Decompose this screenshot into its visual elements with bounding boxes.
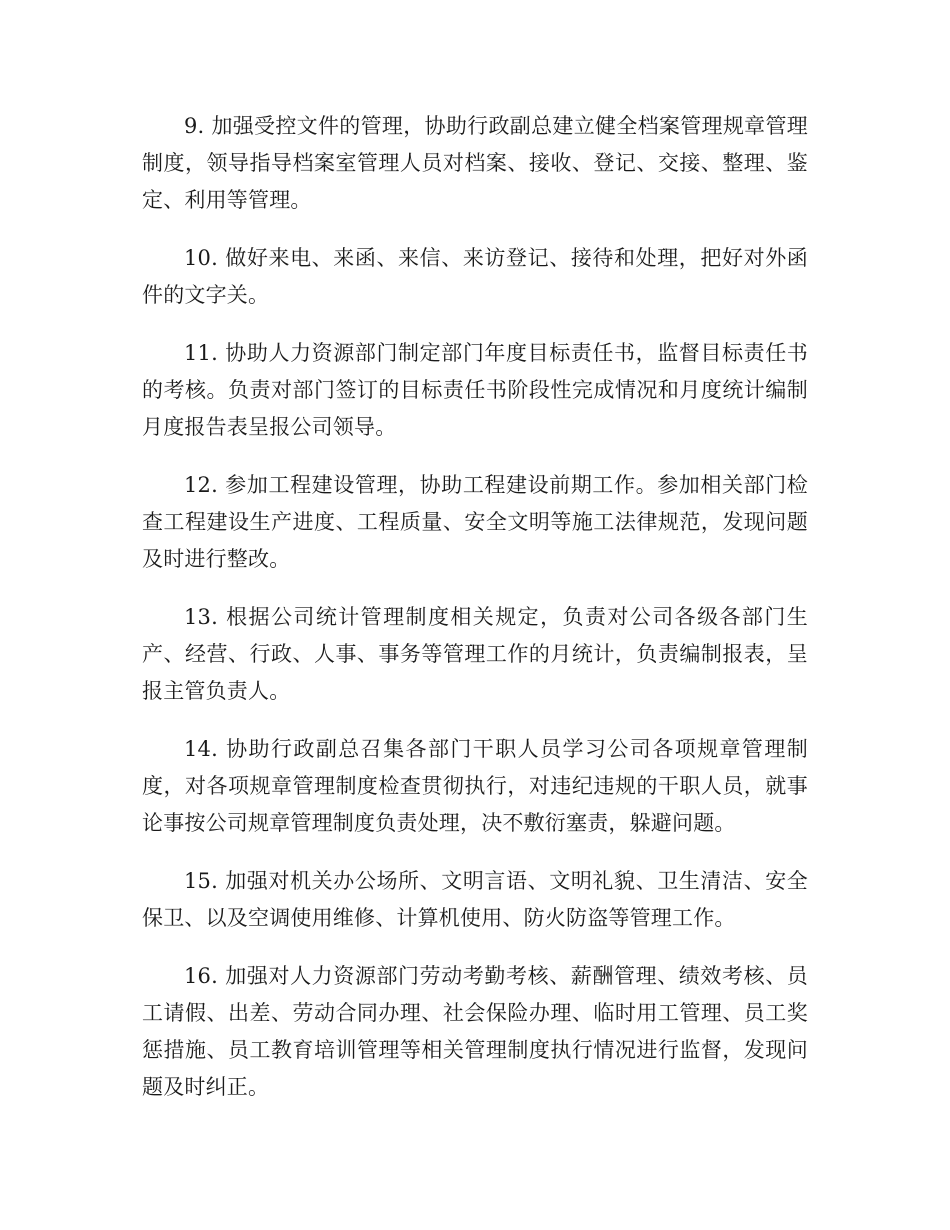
paragraph-item-14 <box>142 731 808 842</box>
paragraph-text: 协助人力资源部门制定部门年度目标责任书，监督目标责任书的考核。负责对部门签订的目标责任书阶段性完成情况和月度统计编制月度报告表呈报公司领导。 <box>142 341 808 439</box>
paragraph-text: 参加工程建设管理，协助工程建设前期工作。参加相关部门检查工程建设生产进度、工程质量、安全文明等施工法律规范，发现问题及时进行整改。 <box>142 473 808 571</box>
paragraph-item-9 <box>142 108 808 219</box>
paragraph-number: 13. <box>184 605 218 629</box>
paragraph-number: 14. <box>184 737 218 761</box>
paragraph-number: 16. <box>184 964 218 988</box>
paragraph-text: 做好来电、来函、来信、来访登记、接待和处理，把好对外函件的文字关。 <box>142 246 808 307</box>
paragraph-item-11 <box>142 335 808 446</box>
paragraph-text: 加强受控文件的管理，协助行政副总建立健全档案管理规章管理制度，领导指导档案室管理人员对档案、接收、登记、交接、整理、鉴定、利用等管理。 <box>142 114 808 212</box>
paragraph-item-15 <box>142 863 808 937</box>
paragraph-number: 12. <box>184 473 218 497</box>
paragraph-number: 11. <box>184 341 218 365</box>
paragraph-text: 协助行政副总召集各部门干职人员学习公司各项规章管理制度，对各项规章管理制度检查贯彻执行，对违纪违规的干职人员，就事论事按公司规章管理制度负责处理，决不敷衍塞责，躲避问题。 <box>142 737 808 835</box>
paragraph-number: 15. <box>184 869 218 893</box>
paragraph-text: 加强对机关办公场所、文明言语、文明礼貌、卫生清洁、安全保卫、以及空调使用维修、计算机使用、防火防盗等管理工作。 <box>142 869 808 930</box>
paragraph-text: 加强对人力资源部门劳动考勤考核、薪酬管理、绩效考核、员工请假、出差、劳动合同办理、社会保险办理、临时用工管理、员工奖惩措施、员工教育培训管理等相关管理制度执行情况进行监督，发现问题及时纠正。 <box>142 964 808 1099</box>
paragraph-number: 10. <box>184 246 218 270</box>
paragraph-item-10 <box>142 240 808 314</box>
paragraph-item-13 <box>142 599 808 710</box>
paragraph-item-16 <box>142 958 808 1106</box>
paragraph-number: 9. <box>184 114 205 138</box>
paragraph-item-12 <box>142 467 808 578</box>
paragraph-text: 根据公司统计管理制度相关规定，负责对公司各级各部门生产、经营、行政、人事、事务等管理工作的月统计，负责编制报表，呈报主管负责人。 <box>142 605 808 703</box>
document-body <box>142 108 808 1127</box>
